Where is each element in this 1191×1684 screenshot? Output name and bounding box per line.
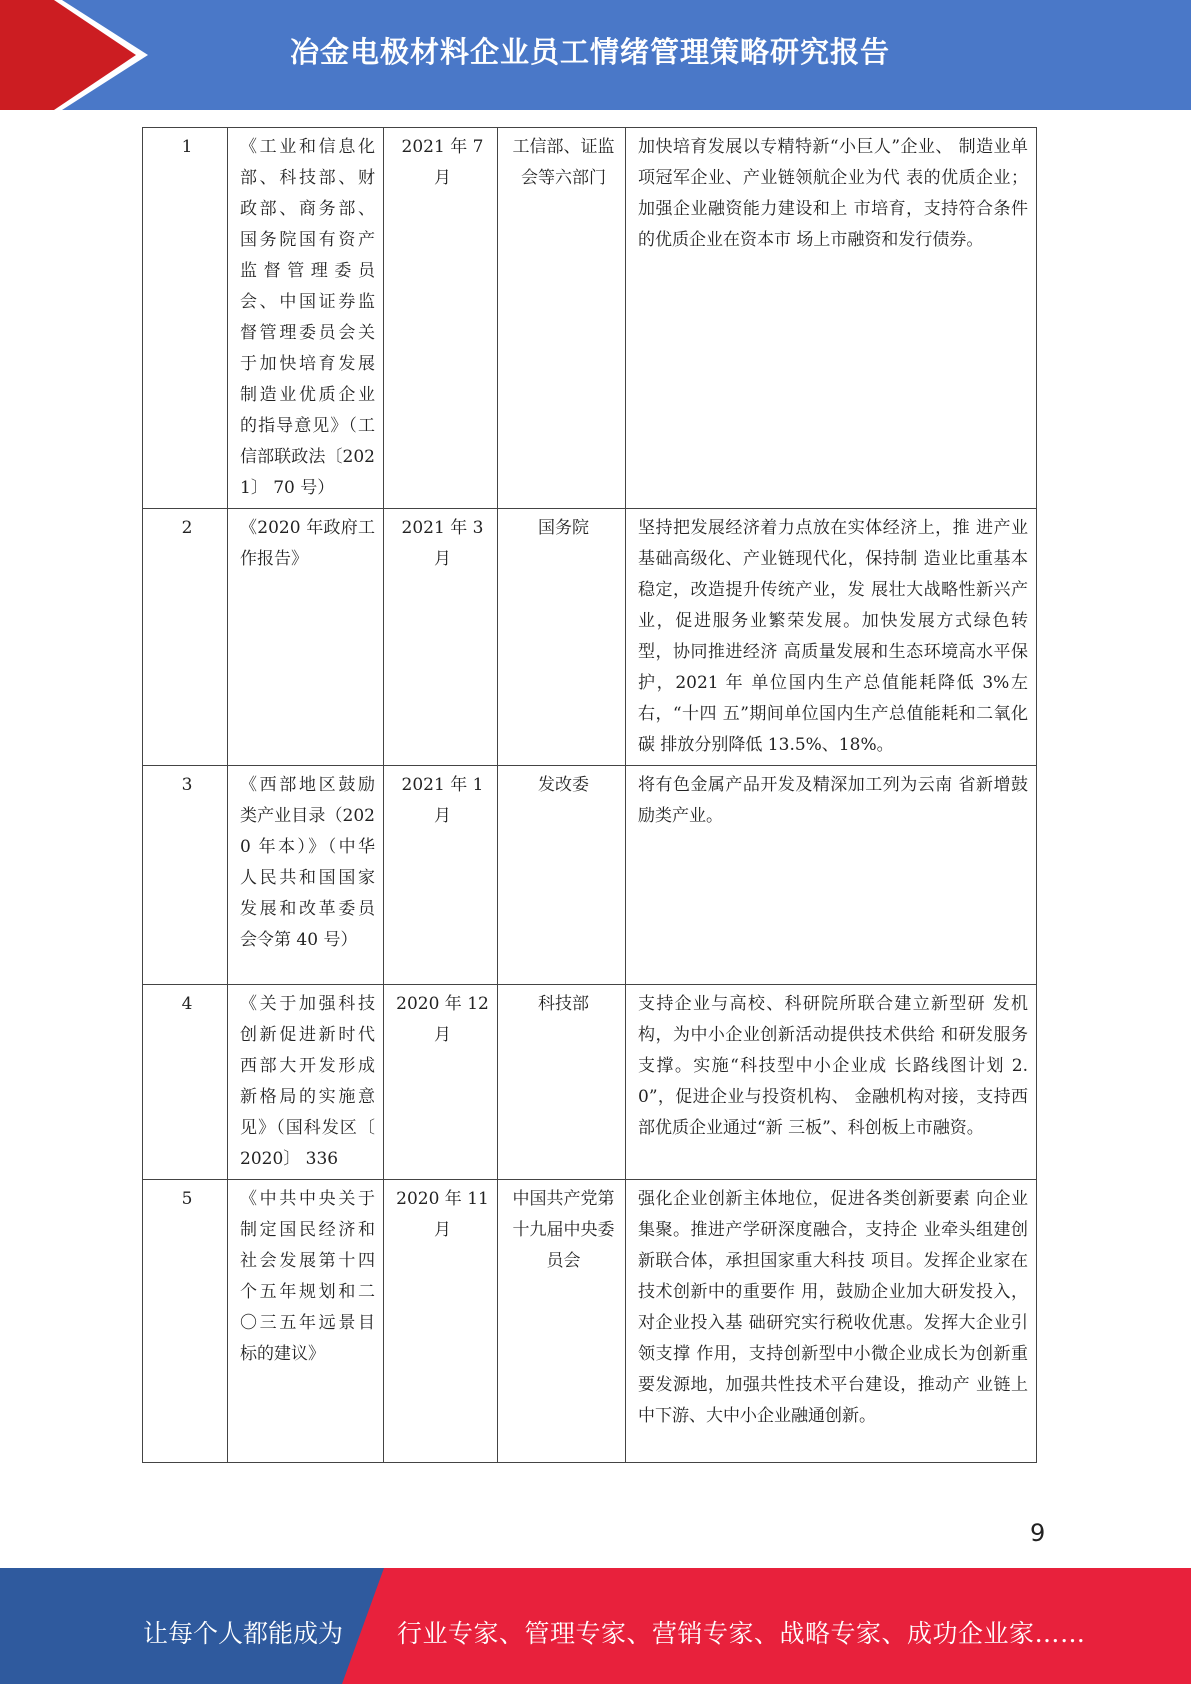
row-number: 3	[143, 766, 228, 985]
policy-name: 《2020 年政府工作报告》	[228, 509, 384, 766]
issue-date: 2021 年 3 月	[384, 509, 498, 766]
page-footer	[0, 1568, 1191, 1684]
report-title: 冶金电极材料企业员工情绪管理策略研究报告	[290, 35, 891, 69]
row-number: 1	[143, 128, 228, 509]
policy-content: 支持企业与高校、科研院所联合建立新型研 发机构，为中小企业创新活动提供技术供给 和研发服务支撑。实施“科技型中小企业成 长路线图计划 2.0”，促进企业与投资机构、 金融机构对接，支持西部优质企业通过“新 三板”、科创板上市融资。	[626, 985, 1037, 1180]
issuing-org: 发改委	[498, 766, 626, 985]
policy-name: 《中共中央关于制定国民经济和社会发展第十四个五年规划和二〇三五年远景目标的建议》	[228, 1180, 384, 1463]
policy-table	[142, 127, 1037, 1463]
issuing-org: 科技部	[498, 985, 626, 1180]
row-number: 4	[143, 985, 228, 1180]
issuing-org: 中国共产党第十九届中央委员会	[498, 1180, 626, 1463]
policy-content: 将有色金属产品开发及精深加工列为云南 省新增鼓励类产业。	[626, 766, 1037, 985]
policy-content: 坚持把发展经济着力点放在实体经济上，推 进产业基础高级化、产业链现代化，保持制 造业比重基本稳定，改造提升传统产业，发 展壮大战略性新兴产业，促进服务业繁荣发展。加快发展方式绿色转型，协同推进经济 高质量发展和生态环境高水平保护，2021 年 单位国内生产总值能耗降低 3%左右，“十四 五”期间单位国内生产总值能耗和二氧化碳 排放分别降低 13.5%、18%。	[626, 509, 1037, 766]
footer-slogan-right: 行业专家、管理专家、营销专家、战略专家、成功企业家……	[397, 1619, 1086, 1648]
policy-name: 《关于加强科技创新促进新时代西部大开发形成新格局的实施意见》（国科发区〔 2020〕 336	[228, 985, 384, 1180]
issue-date: 2020 年 12 月	[384, 985, 498, 1180]
table-row	[143, 766, 1037, 985]
issuing-org: 国务院	[498, 509, 626, 766]
policy-content: 强化企业创新主体地位，促进各类创新要素 向企业集聚。推进产学研深度融合，支持企 业牵头组建创新联合体，承担国家重大科技 项目。发挥企业家在技术创新中的重要作 用，鼓励企业加大研发投入，对企业投入基 础研究实行税收优惠。发挥大企业引领支撑 作用，支持创新型中小微企业成长为创新重 要发源地，加强共性技术平台建设，推动产 业链上中下游、大中小企业融通创新。	[626, 1180, 1037, 1463]
table-row	[143, 985, 1037, 1180]
policy-name: 《工业和信息化部、科技部、财政部、商务部、国务院国有资产监督管理委员会、中国证券监督管理委员会关于加快培育发展制造业优质企业的指导意见》（工信部联政法〔2021〕 70 号）	[228, 128, 384, 509]
footer-slogan-left: 让每个人都能成为	[143, 1619, 344, 1648]
policy-content: 加快培育发展以专精特新“小巨人”企业、 制造业单项冠军企业、产业链领航企业为代 表的优质企业；加强企业融资能力建设和上 市培育，支持符合条件的优质企业在资本市 场上市融资和发行债券。	[626, 128, 1037, 509]
issue-date: 2021 年 1 月	[384, 766, 498, 985]
row-number: 2	[143, 509, 228, 766]
issue-date: 2021 年 7 月	[384, 128, 498, 509]
page-number: 9	[1030, 1519, 1046, 1547]
table-row	[143, 509, 1037, 766]
page-header	[0, 0, 1191, 110]
table-row	[143, 1180, 1037, 1463]
policy-name: 《西部地区鼓励类产业目录（2020 年本）》（中华人民共和国国家发展和改革委员会令第 40 号）	[228, 766, 384, 985]
header-chevron-decoration	[0, 0, 150, 110]
table-row	[143, 128, 1037, 509]
issue-date: 2020 年 11 月	[384, 1180, 498, 1463]
issuing-org: 工信部、证监会等六部门	[498, 128, 626, 509]
row-number: 5	[143, 1180, 228, 1463]
